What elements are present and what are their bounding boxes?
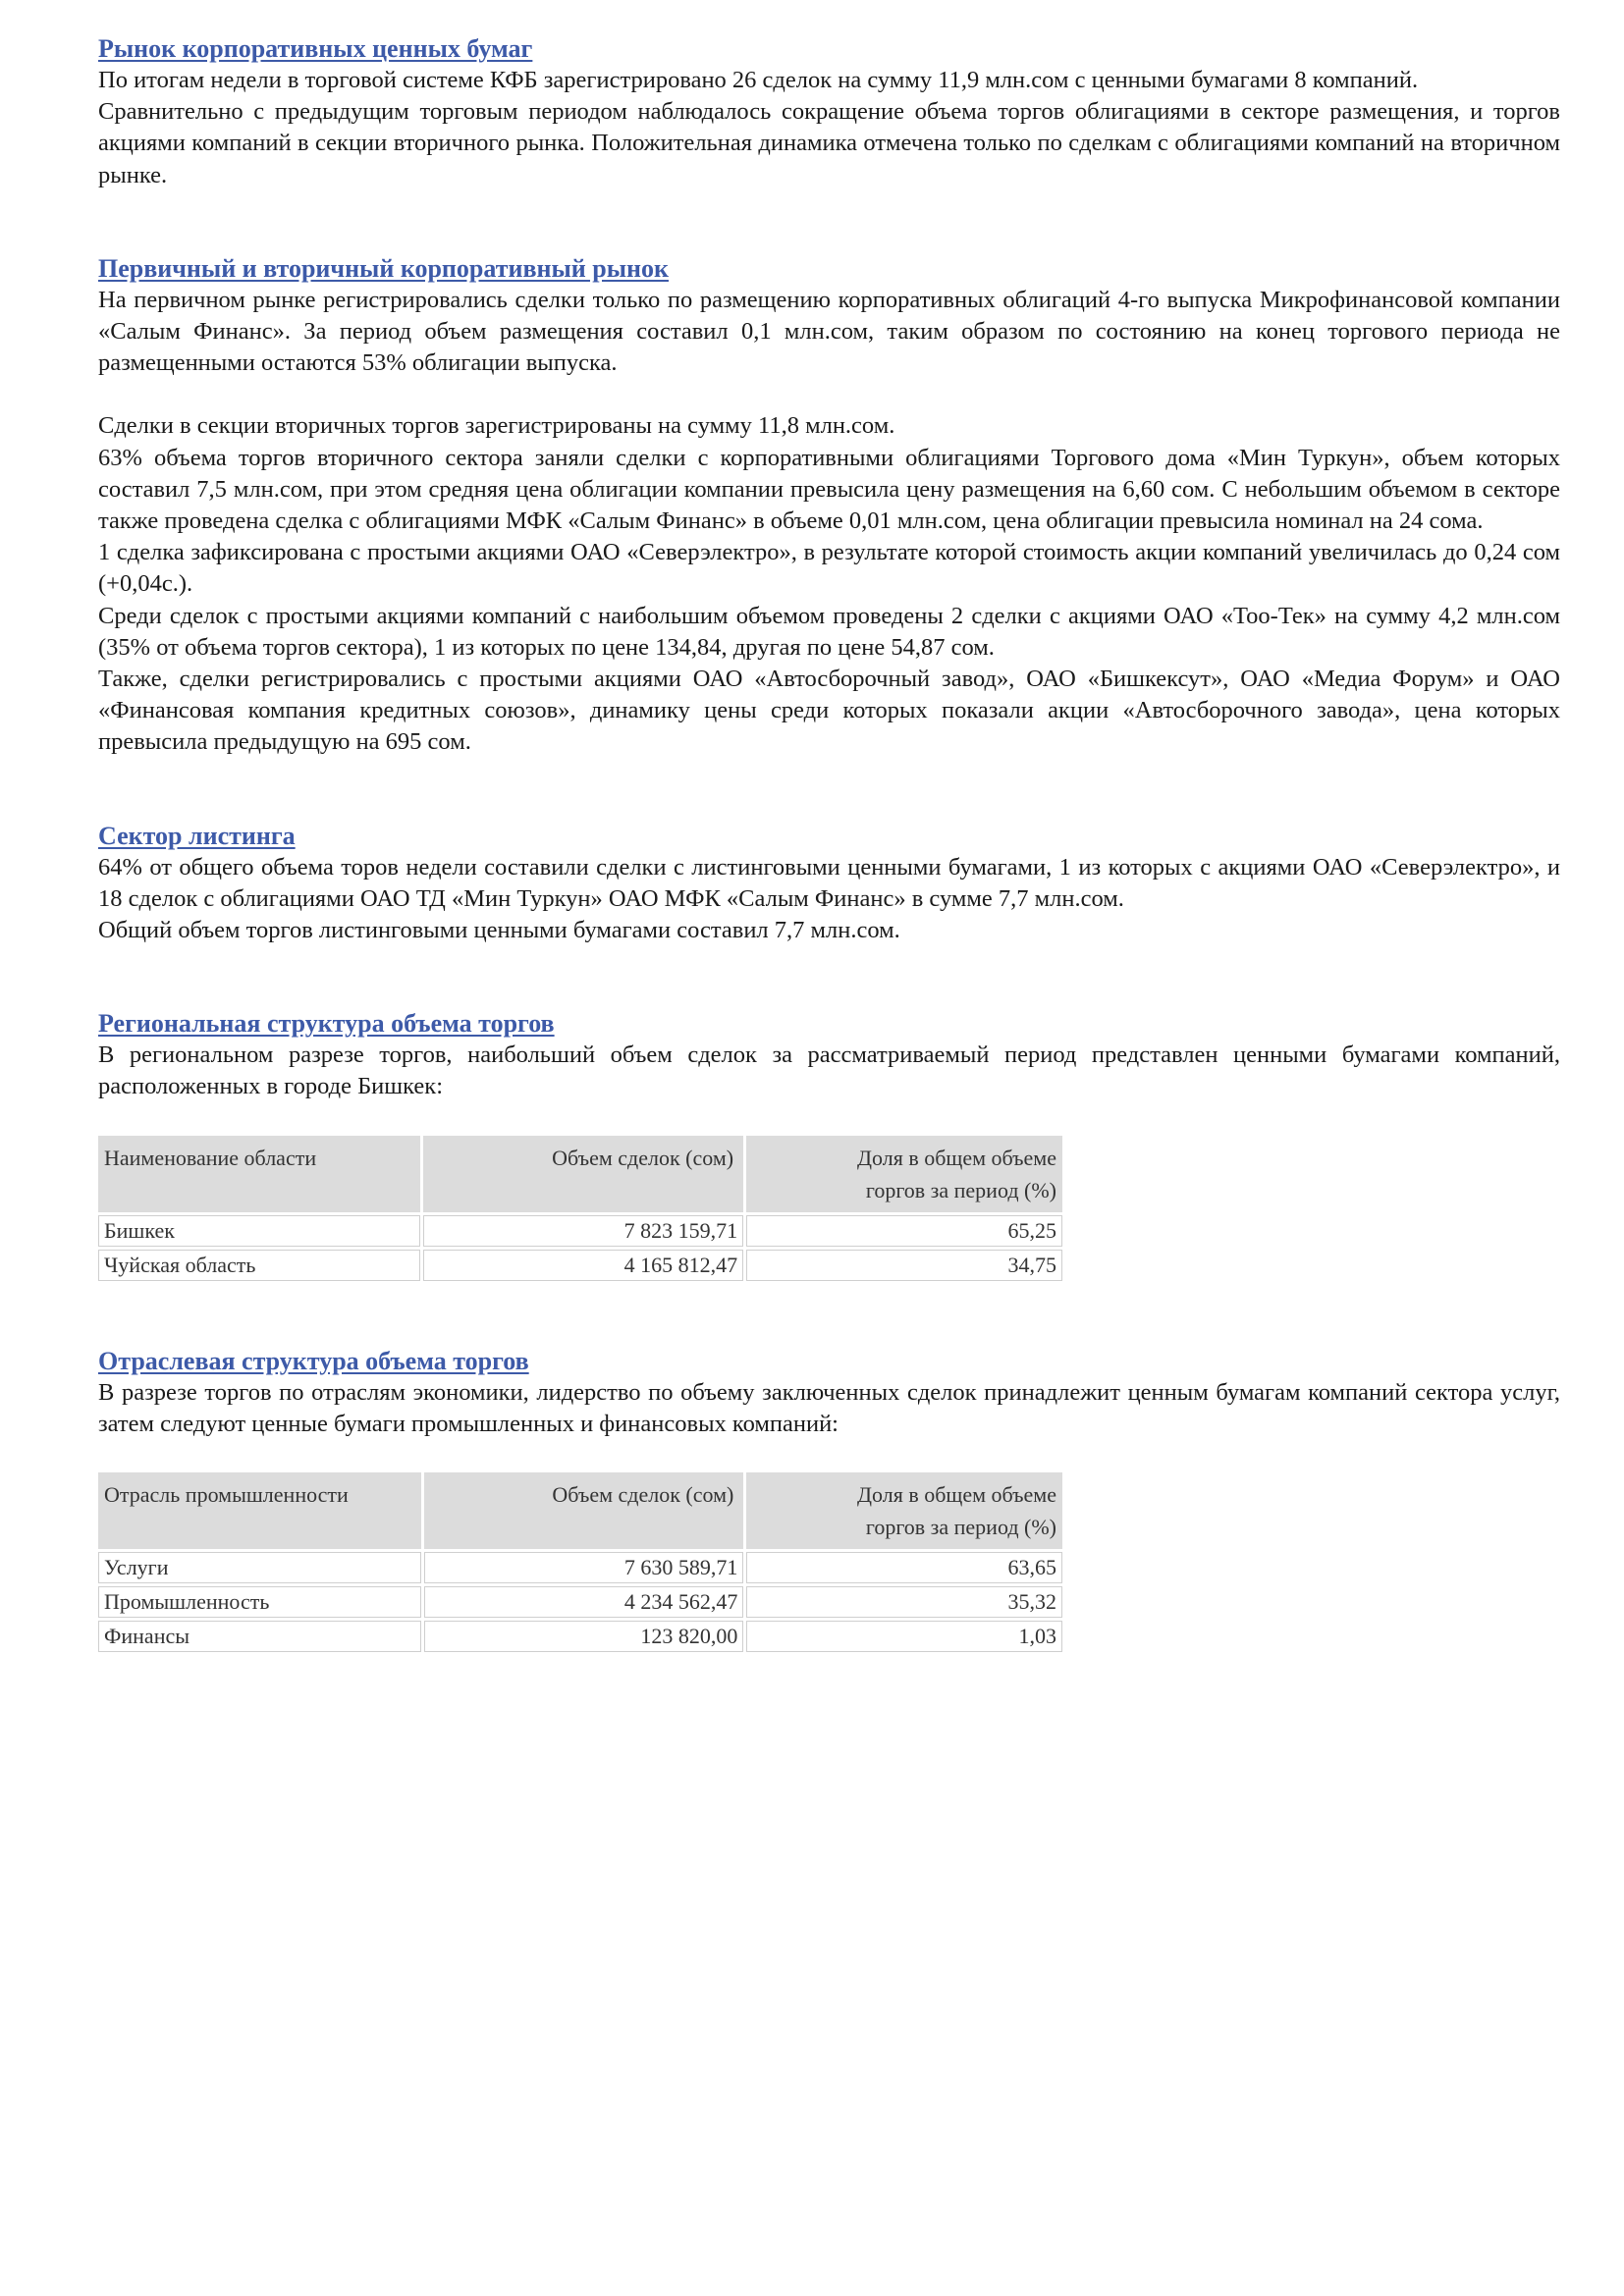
sector-structure-table: [95, 1469, 1065, 1655]
paragraph: Среди сделок с простыми акциями компаний с наибольшим объемом проведены 2 сделки с акциями ОАО «Тоо-Тек» на сумму 4,2 млн.сом (35% от объема торгов сектора), 1 из которых по цене 134,84, другая по цене 54,87 сом.: [98, 602, 1560, 661]
column-header-share: [746, 1472, 1062, 1549]
paragraph: По итогам недели в торговой системе КФБ зарегистрировано 26 сделок на сумму 11,9 млн.сом с ценными бумагами 8 компаний.: [98, 67, 1419, 93]
document-page: [98, 33, 1560, 1655]
paragraph: На первичном рынке регистрировались сделки только по размещению корпоративных облигаций 4-го выпуска Микрофинансовой компании «Салым Финанс». За период объем размещения составил 0,1 млн.сом, таким образом по состоянию на конец торгового периода не размещенными остаются 53% облигации выпуска.: [98, 286, 1560, 377]
cell-region-name: Чуйская область: [98, 1250, 420, 1281]
cell-share: 65,25: [746, 1215, 1062, 1247]
column-header-share-line1: Доля в общем объеме: [857, 1145, 1056, 1170]
cell-industry-name: Промышленность: [98, 1586, 421, 1618]
table-row: [98, 1621, 1062, 1652]
table-row: [98, 1586, 1062, 1618]
paragraph: В разрезе торгов по отраслям экономики, лидерство по объему заключенных сделок принадлежит ценным бумагам компаний сектора услуг, затем следуют ценные бумаги промышленных и финансовых компаний:: [98, 1378, 1560, 1437]
column-header-share-line2: горгов за период (%): [865, 1515, 1056, 1540]
column-header-share: [746, 1136, 1062, 1212]
paragraph: 1 сделка зафиксирована с простыми акциями ОАО «Северэлектро», в результате которой стоимость акции компаний увеличилась до 0,24 сом (+0,04с.).: [98, 539, 1560, 598]
cell-share: 63,65: [746, 1552, 1062, 1583]
cell-industry-name: Услуги: [98, 1552, 421, 1583]
cell-volume: 7 823 159,71: [423, 1215, 743, 1247]
cell-share: 35,32: [746, 1586, 1062, 1618]
section-title-listing-sector: Сектор листинга: [98, 821, 296, 850]
section-title-sector-structure: Отраслевая структура объема торгов: [98, 1346, 529, 1375]
table-header-row: [98, 1472, 1062, 1549]
column-header-share-line2: горгов за период (%): [865, 1177, 1056, 1202]
table-row: [98, 1215, 1062, 1247]
column-header-share-line1: Доля в общем объеме: [857, 1482, 1056, 1508]
cell-share: 1,03: [746, 1621, 1062, 1652]
table-row: [98, 1552, 1062, 1583]
table-row: [98, 1250, 1062, 1281]
column-header-region: Наименование области: [98, 1136, 420, 1212]
table-header-row: [98, 1136, 1062, 1212]
cell-volume: 7 630 589,71: [424, 1552, 744, 1583]
cell-region-name: Бишкек: [98, 1215, 420, 1247]
paragraph: Сделки в секции вторичных торгов зарегистрированы на сумму 11,8 млн.сом.: [98, 412, 895, 440]
cell-industry-name: Финансы: [98, 1621, 421, 1652]
paragraph: 63% объема торгов вторичного сектора заняли сделки с корпоративными облигациями Торгового дома «Мин Туркун», объем которых составил 7,5 млн.сом, при этом средняя цена облигации компании превысила цену размещения на 6,60 сом. С небольшим объемом в секторе также проведена сделка с облигациями МФК «Салым Финанс» в объеме 0,01 млн.сом, цена облигации превысила номинал на 24 сома.: [98, 444, 1560, 535]
paragraph: В региональном разрезе торгов, наибольший объем сделок за рассматриваемый период представлен ценными бумагами компаний, расположенных в городе Бишкек:: [98, 1041, 1560, 1100]
column-header-industry: Отрасль промышленности: [98, 1472, 421, 1549]
section-title-corporate-market: Рынок корпоративных ценных бумаг: [98, 34, 533, 63]
paragraph: 64% от общего объема торов недели составили сделки с листинговыми ценными бумагами, 1 из которых с акциями ОАО «Северэлектро», и 18 сделок с облигациями ОАО ТД «Мин Туркун» ОАО МФК «Салым Финанс» в сумме 7,7 млн.сом.: [98, 853, 1560, 912]
section-title-primary-secondary-market: Первичный и вторичный корпоративный рынок: [98, 253, 669, 283]
section-title-regional-structure: Региональная структура объема торгов: [98, 1009, 555, 1039]
column-header-volume: Объем сделок (сом): [424, 1472, 744, 1549]
paragraph: Также, сделки регистрировались с простыми акциями ОАО «Автосборочный завод», ОАО «Бишкексут», ОАО «Медиа Форум» и ОАО «Финансовая компания кредитных союзов», динамику цены среди которых показали акции «Автосборочного завода», цена которых превысила предыдущую на 695 сом.: [98, 666, 1560, 756]
paragraph: Сравнительно с предыдущим торговым периодом наблюдалось сокращение объема торгов облигациями в секторе размещения, и торгов акциями компаний в секции вторичного рынка. Положительная динамика отмечена только по сделкам с облигациями компаний на вторичном рынке.: [98, 98, 1560, 188]
regional-structure-table: [95, 1133, 1065, 1284]
paragraph: Общий объем торгов листинговыми ценными бумагами составил 7,7 млн.сом.: [98, 917, 900, 944]
cell-share: 34,75: [746, 1250, 1062, 1281]
column-header-volume: Объем сделок (сом): [423, 1136, 743, 1212]
cell-volume: 4 165 812,47: [423, 1250, 743, 1281]
cell-volume: 123 820,00: [424, 1621, 744, 1652]
cell-volume: 4 234 562,47: [424, 1586, 744, 1618]
